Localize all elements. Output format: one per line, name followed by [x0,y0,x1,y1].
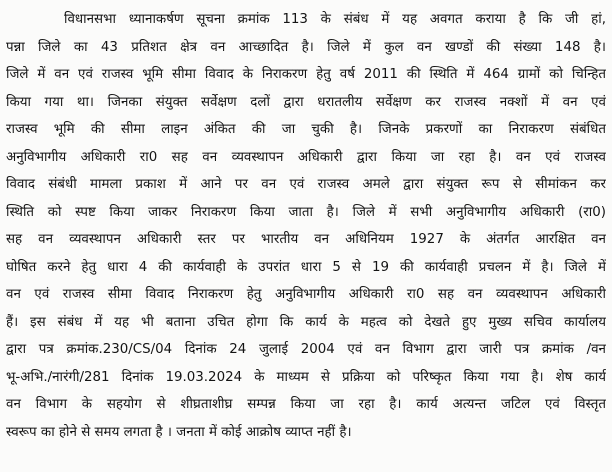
text-line-4: किया गया था। जिनका संयुक्त सर्वेक्षण दलों द्वारा धरातलीय सर्वेक्षण कर राजस्व नक्शों में वन एवं [6,94,606,110]
document-body-paragraph [6,6,606,446]
text-line-11: वन एवं राजस्व सीमा विवाद निराकरण हेतु अनुविभागीय अधिकारी रा0 सह वन व्यवस्थापन अधिकारी [6,287,606,302]
text-line-13: द्वारा पत्र क्रमांक.230/CS/04 दिनांक 24 जुलाई 2004 एवं वन विभाग द्वारा जारी पत्र क्रमांक /वन [6,342,606,357]
text-line-10: घोषित करने हेतु धारा 4 की कार्यवाही के उपरांत धारा 5 से 19 की कार्यवाही प्रचलन में है। जिले में [6,259,606,275]
text-line-5: राजस्व भूमि की सीमा लाइन अंकित की जा चुकी है। जिनके प्रकरणों का निराकरण संबंधित [6,122,606,137]
text-line-8: स्थिति को स्पष्ट किया जाकर निराकरण किया जाता है। जिले में सभी अनुविभागीय अधिकारी (रा0) [6,204,606,220]
text-line-2: पन्ना जिले का 43 प्रतिशत क्षेत्र वन आच्छादित है। जिले में कुल वन खण्डों की संख्या 148 है। [6,39,606,55]
text-line-3: जिले में वन एवं राजस्व भूमि सीमा विवाद के निराकरण हेतु वर्ष 2011 की स्थिति में 464 ग्रामों को चिन्हित [6,67,606,82]
text-line-14: भू-अभि./नारंगी/281 दिनांक 19.03.2024 के माध्यम से प्रक्रिया को परिष्कृत किया गया है। शेष कार्य [6,369,606,385]
text-line-9: सह वन व्यवस्थापन अधिकारी स्तर पर भारतीय वन अधिनियम 1927 के अंतर्गत आरक्षित वन [6,232,606,247]
text-line-16: स्वरूप का होने से समय लगता है । जनता में कोई आक्रोष व्याप्त नहीं है। [6,424,352,440]
text-line-1: विधानसभा ध्यानाकर्षण सूचना क्रमांक 113 के संबंध में यह अवगत कराया है कि जी हां, [64,12,606,27]
text-line-15: वन विभाग के सहयोग से शीघ्रताशीघ्र सम्पन्न किया जा रहा है। कार्य अत्यन्त जटिल एवं विस्तृत [6,397,606,412]
text-line-12: हैं। इस संबंध में यह भी बताना उचित होगा कि कार्य के महत्व को देखते हुए मुख्य सचिव कार्यालय [6,314,606,330]
text-line-7: विवाद संबंधी मामला प्रकाश में आने पर वन एवं राजस्व अमले द्वारा संयुक्त रूप से सीमांकन कर [6,177,606,192]
text-line-6: अनुविभागीय अधिकारी रा0 सह वन व्यवस्थापन अधिकारी द्वारा किया जा रहा है। वन एवं राजस्व [6,149,606,165]
